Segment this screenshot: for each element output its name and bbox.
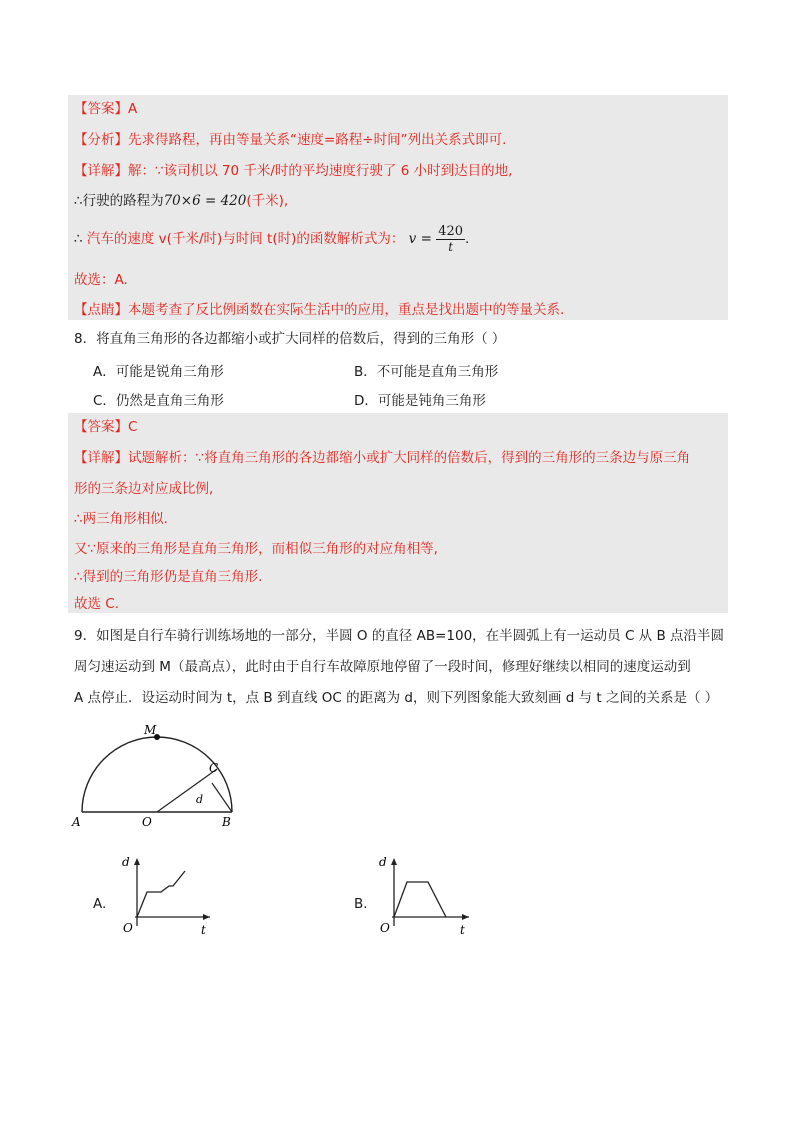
segment-b-to-oc: [212, 783, 232, 812]
detail-label: 【详解】: [74, 450, 128, 466]
function-fraction: [436, 224, 465, 254]
q9-option-a-label: A.: [93, 896, 107, 912]
answer-label: 【答案】: [74, 419, 128, 435]
q8-option-a: A．可能是锐角三角形: [93, 364, 224, 380]
similar-text: ∴两三角形相似.: [74, 511, 168, 527]
distance-formula: 70×6 = 420: [163, 193, 247, 209]
q8-answer-line: [74, 418, 137, 436]
label-b: B: [222, 815, 231, 829]
distance-prefix: ∴行驶的路程为: [74, 193, 164, 209]
function-lhs: v =: [408, 231, 432, 247]
detail-text: 试题解析：∵将直角三角形的各边都缩小或扩大同样的倍数后，得到的三角形的三条边与原三角: [128, 450, 691, 466]
a-label-t: t: [201, 923, 206, 937]
choose-text: 故选：A.: [74, 272, 128, 288]
option-a-graph: [117, 852, 217, 938]
distance-suffix: (千米),: [246, 193, 289, 209]
b-curve: [394, 882, 446, 917]
q9-option-b-label: B.: [354, 896, 368, 912]
semicircle-figure: [66, 720, 246, 830]
a-label-o: O: [123, 921, 133, 935]
q7-function-line: [74, 222, 469, 256]
therefore-symbol: ∴: [74, 231, 83, 247]
q8-detail-line: [74, 449, 690, 467]
q7-choose-line: [74, 271, 128, 289]
a-x-arrow: [203, 914, 210, 920]
angles-text: 又∵原来的三角形是直角三角形，而相似三角形的对应角相等,: [74, 541, 438, 557]
choose-text: 故选 C.: [74, 596, 120, 612]
q8-option-d: D．可能是钝角三角形: [354, 393, 486, 409]
fraction-denominator: t: [448, 240, 454, 254]
q7-analysis-line: [74, 131, 506, 149]
q9-stem-line-2: 周匀速运动到 M（最高点），此时由于自行车故障原地停留了一段时间，修理好继续以相同的速度运动到: [74, 659, 691, 675]
a-y-arrow: [134, 858, 140, 865]
fraction-numerator: 420: [438, 224, 464, 239]
detail-text: 解：∵该司机以 70 千米/时的平均速度行驶了 6 小时到达目的地,: [128, 163, 513, 179]
label-m: M: [144, 723, 157, 737]
label-c: C: [209, 761, 219, 775]
answer-label: 【答案】: [74, 101, 128, 117]
q8-similar-line: [74, 510, 168, 528]
q8-detail-line-2: [74, 480, 213, 498]
b-label-t: t: [460, 923, 465, 937]
b-x-arrow: [462, 914, 469, 920]
detail-label: 【详解】: [74, 163, 128, 179]
b-y-arrow: [391, 858, 397, 865]
q7-distance-line: [74, 192, 288, 210]
q7-answer-line: [74, 100, 137, 118]
conclusion-text: ∴得到的三角形仍是直角三角形.: [74, 569, 263, 585]
q8-stem: 8．将直角三角形的各边都缩小或扩大同样的倍数后，得到的三角形（ ）: [74, 331, 506, 347]
q8-choose-line: [74, 595, 119, 613]
b-label-o: O: [380, 921, 390, 935]
q9-stem-line-1: 9．如图是自行车骑行训练场地的一部分，半圆 O 的直径 AB=100，在半圆弧上有一运动员 C 从 B 点沿半圆: [74, 628, 725, 644]
answer-value: A: [128, 101, 138, 117]
a-label-d: d: [122, 855, 130, 869]
a-curve: [137, 871, 185, 917]
function-end: .: [465, 231, 470, 247]
q8-angles-line: [74, 540, 438, 558]
q8-option-c: C．仍然是直角三角形: [93, 393, 224, 409]
segment-oc: [157, 769, 217, 812]
q7-comment-line: [74, 301, 564, 319]
answer-value: C: [128, 419, 138, 435]
function-text: 汽车的速度 v(千米/时)与时间 t(时)的函数解析式为：: [86, 231, 405, 247]
q8-conclusion-line: [74, 568, 262, 586]
q9-stem-line-3: A 点停止．设运动时间为 t，点 B 到直线 OC 的距离为 d，则下列图象能大致刻画 d 与 t 之间的关系是（ ）: [74, 690, 719, 706]
label-a: A: [72, 815, 81, 829]
label-o: O: [142, 815, 152, 829]
detail-text-2: 形的三条边对应成比例,: [74, 481, 214, 497]
option-b-graph: [374, 852, 474, 938]
q7-detail-line: [74, 162, 512, 180]
b-label-d: d: [379, 855, 387, 869]
comment-label: 【点睛】: [74, 302, 128, 318]
comment-text: 本题考查了反比例函数在实际生活中的应用，重点是找出题中的等量关系.: [128, 302, 565, 318]
label-d: d: [196, 793, 204, 806]
analysis-text: 先求得路程，再由等量关系“速度=路程÷时间”列出关系式即可.: [128, 132, 507, 148]
q8-option-b: B．不可能是直角三角形: [354, 364, 499, 380]
analysis-label: 【分析】: [74, 132, 128, 148]
